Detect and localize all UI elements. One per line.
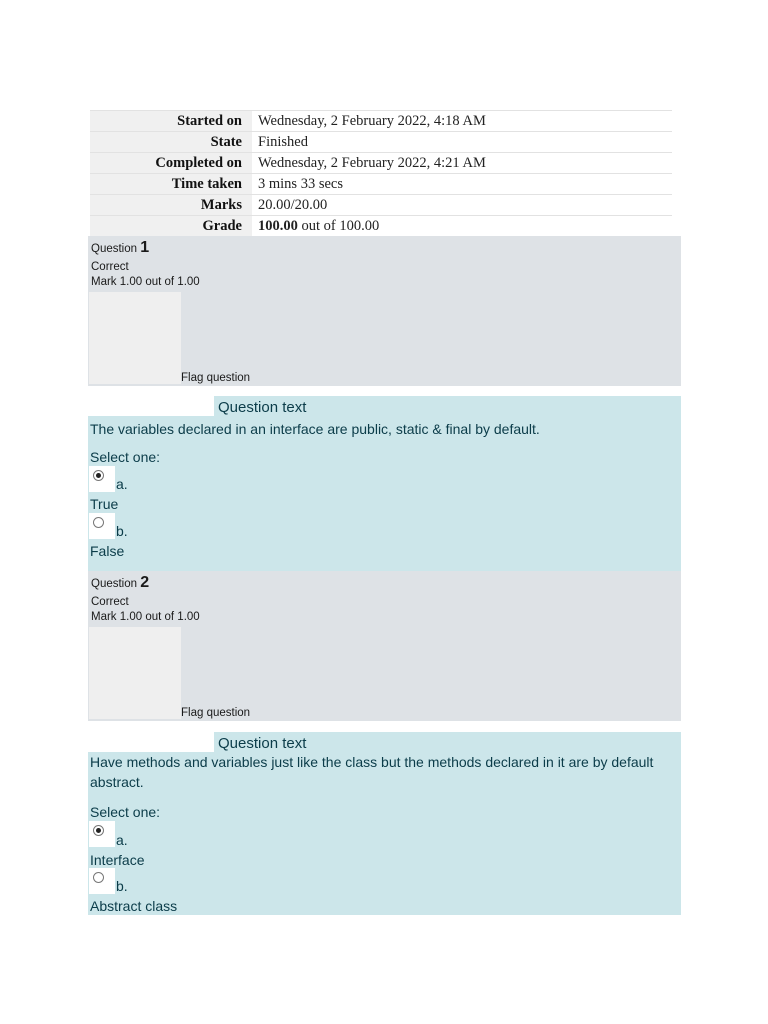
question-label: Question xyxy=(91,243,141,255)
question-state: Correct xyxy=(91,596,129,608)
option-a-answer: Interface xyxy=(90,852,145,868)
option-a-radio-box[interactable] xyxy=(89,466,115,492)
question-number xyxy=(91,239,149,257)
option-b-radio-box[interactable] xyxy=(89,868,115,894)
summary-label: Completed on xyxy=(90,153,252,174)
question-1-info xyxy=(88,236,681,386)
summary-value: Wednesday, 2 February 2022, 4:21 AM xyxy=(252,153,672,174)
option-b-radio-box[interactable] xyxy=(89,513,115,539)
heading-strip xyxy=(88,396,214,416)
summary-value: 20.00/20.00 xyxy=(252,195,672,216)
question-text-heading: Question text xyxy=(218,735,307,752)
summary-value xyxy=(252,216,672,237)
question-number xyxy=(91,574,149,592)
summary-row-completed xyxy=(90,153,672,174)
question-2-info xyxy=(88,571,681,721)
summary-row-state xyxy=(90,132,672,153)
grade-score: 100.00 xyxy=(258,217,298,234)
option-b-letter: b. xyxy=(116,523,128,539)
flag-question-link[interactable]: Flag question xyxy=(181,707,251,719)
info-panel xyxy=(89,292,181,384)
summary-value: Finished xyxy=(252,132,672,153)
question-state: Correct xyxy=(91,261,129,273)
summary-label: Started on xyxy=(90,111,252,132)
summary-label: Grade xyxy=(90,216,252,237)
summary-row-grade xyxy=(90,216,672,237)
summary-label: Time taken xyxy=(90,174,252,195)
summary-label: State xyxy=(90,132,252,153)
question-number-value: 1 xyxy=(140,239,150,256)
summary-row-marks xyxy=(90,195,672,216)
radio-unselected-icon[interactable] xyxy=(93,872,104,883)
option-a-letter: a. xyxy=(116,832,128,848)
summary-row-time xyxy=(90,174,672,195)
question-label: Question xyxy=(91,578,141,590)
option-a-radio-box[interactable] xyxy=(89,821,115,847)
option-b-answer: Abstract class xyxy=(90,898,178,914)
radio-selected-icon[interactable] xyxy=(93,825,104,836)
option-b-answer: False xyxy=(90,543,125,559)
summary-value: 3 mins 33 secs xyxy=(252,174,672,195)
summary-label: Marks xyxy=(90,195,252,216)
radio-selected-icon[interactable] xyxy=(93,470,104,481)
info-panel xyxy=(89,627,181,719)
select-one-prompt: Select one: xyxy=(90,449,161,465)
question-grade: Mark 1.00 out of 1.00 xyxy=(91,276,200,288)
question-2-content xyxy=(88,732,681,915)
attempt-summary-table xyxy=(90,110,672,237)
option-b-letter: b. xyxy=(116,878,128,894)
question-grade: Mark 1.00 out of 1.00 xyxy=(91,611,200,623)
heading-strip xyxy=(88,732,214,752)
question-1-content xyxy=(88,396,681,571)
radio-unselected-icon[interactable] xyxy=(93,517,104,528)
flag-question-link[interactable]: Flag question xyxy=(181,372,251,384)
question-text-heading: Question text xyxy=(218,399,307,416)
question-text: The variables declared in an interface are public, static & final by default. xyxy=(90,421,540,437)
option-a-letter: a. xyxy=(116,476,128,492)
grade-out-of: out of 100.00 xyxy=(297,217,380,234)
summary-row-started xyxy=(90,111,672,132)
question-text: Have methods and variables just like the class but the methods declared in it are by default abstract. xyxy=(90,754,654,790)
option-a-answer: True xyxy=(90,496,119,512)
select-one-prompt: Select one: xyxy=(90,804,161,820)
question-number-value: 2 xyxy=(140,574,150,591)
summary-value: Wednesday, 2 February 2022, 4:18 AM xyxy=(252,111,672,132)
